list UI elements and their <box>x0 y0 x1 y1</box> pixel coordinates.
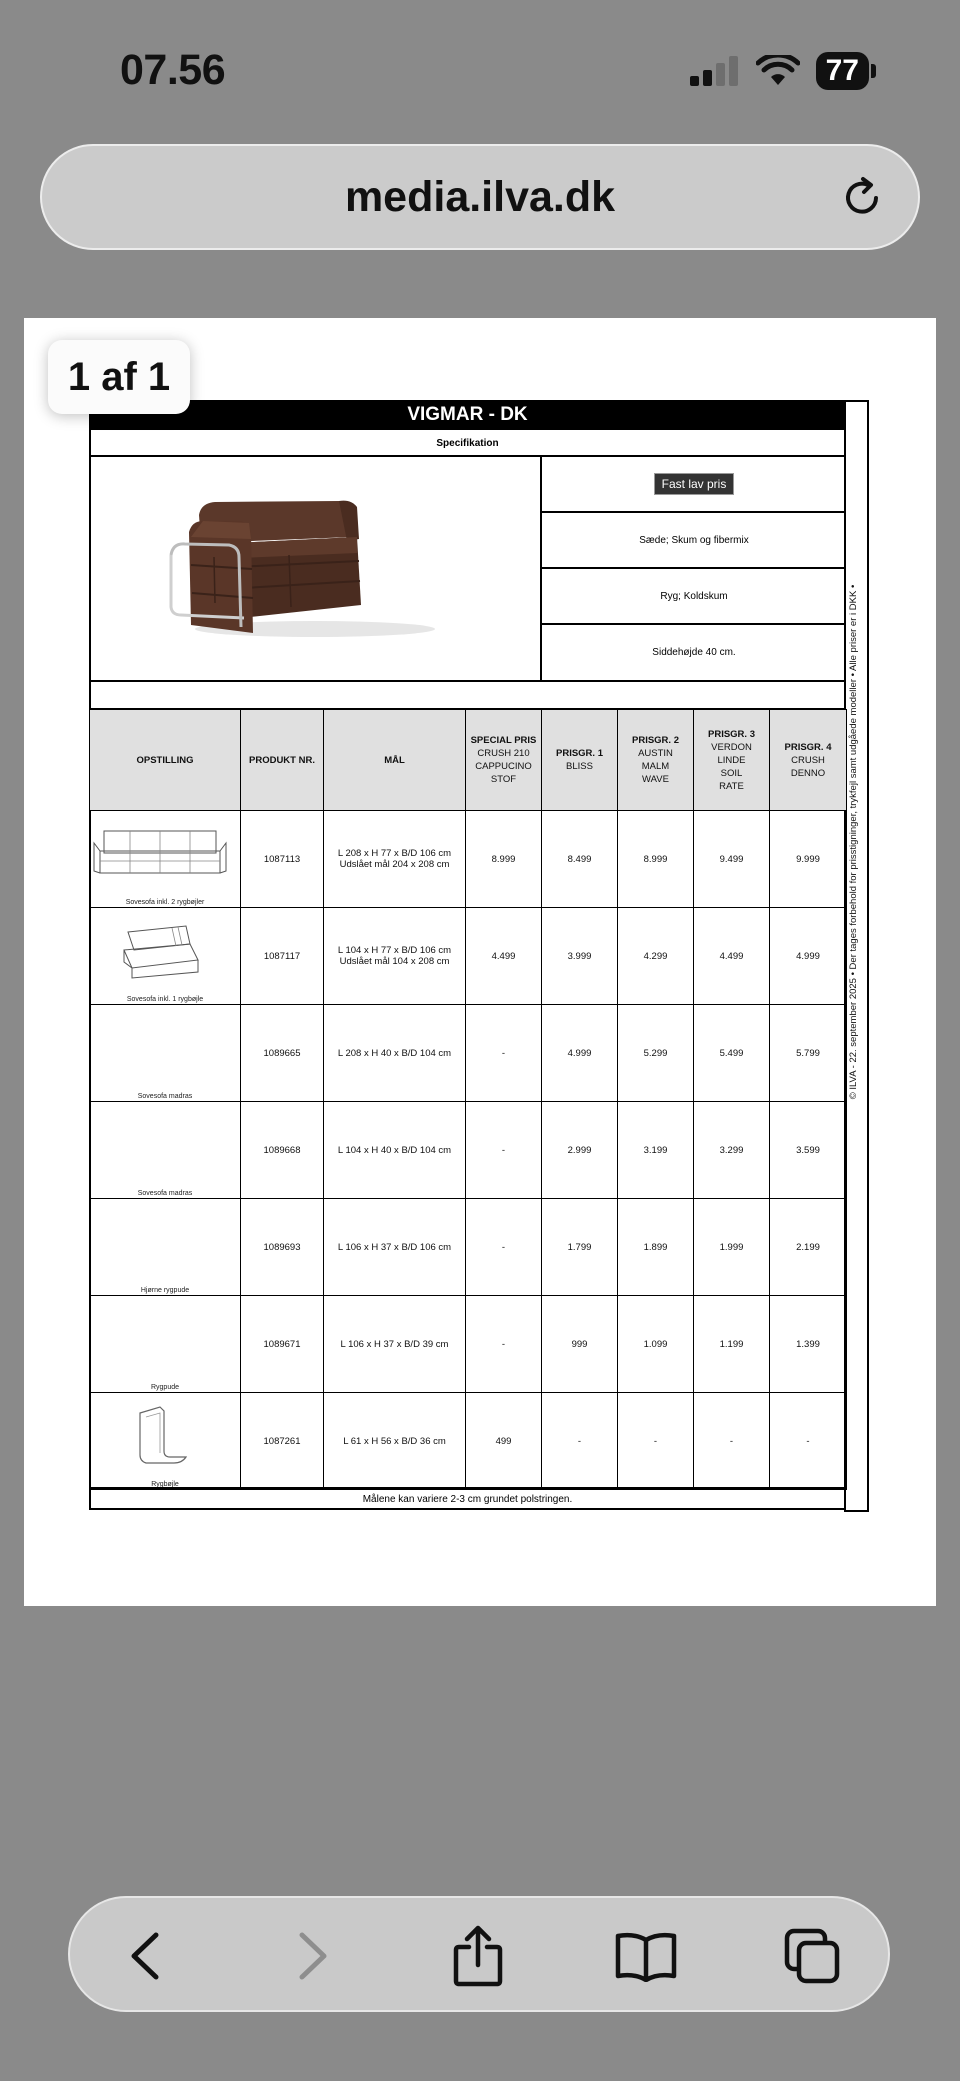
sofa-2-backs-drawing <box>90 823 230 879</box>
price-1: - <box>542 1393 618 1490</box>
bookmarks-button[interactable] <box>610 1920 682 1992</box>
price-3: - <box>694 1393 770 1490</box>
price-2: 5.299 <box>618 1005 694 1102</box>
special-price: 4.499 <box>466 908 542 1005</box>
back-frame-drawing <box>90 1405 230 1467</box>
produkt-nr: 1089671 <box>241 1296 324 1393</box>
price-1: 4.999 <box>542 1005 618 1102</box>
sofa-1-back-drawing <box>90 920 230 982</box>
special-price: - <box>466 1005 542 1102</box>
header-produkt: PRODUKT NR. <box>241 710 324 811</box>
doc-footer: Målene kan variere 2-3 cm grundet polstringen. <box>89 1487 846 1510</box>
chevron-right-icon <box>292 1931 332 1981</box>
tabs-button[interactable] <box>776 1920 848 1992</box>
price-2: 1.899 <box>618 1199 694 1296</box>
special-price: 499 <box>466 1393 542 1490</box>
opstilling-cell: Sovesofa inkl. 2 rygbøjler <box>90 811 241 908</box>
signal-icon <box>690 56 740 86</box>
price-4: 2.199 <box>770 1199 847 1296</box>
maal-cell: L 208 x H 77 x B/D 106 cm Udslået mål 204 x 208 cm <box>324 811 466 908</box>
special-price: - <box>466 1296 542 1393</box>
header-prisgr-2: PRISGR. 2 AUSTIN MALM WAVE <box>618 710 694 811</box>
bottom-toolbar <box>68 1896 890 2012</box>
price-4: 4.999 <box>770 908 847 1005</box>
table-row <box>90 811 847 908</box>
price-3: 5.499 <box>694 1005 770 1102</box>
sofa-image <box>89 457 538 678</box>
price-badge: Fast lav pris <box>654 473 735 495</box>
price-1: 999 <box>542 1296 618 1393</box>
opstilling-cell: Sovesofa madras <box>90 1102 241 1199</box>
price-3: 4.499 <box>694 908 770 1005</box>
price-4: - <box>770 1393 847 1490</box>
url-text[interactable]: media.ilva.dk <box>344 173 616 221</box>
price-1: 3.999 <box>542 908 618 1005</box>
share-icon <box>452 1925 504 1987</box>
reload-icon[interactable] <box>840 176 884 220</box>
forward-button[interactable] <box>276 1920 348 1992</box>
url-bar[interactable] <box>40 144 920 250</box>
produkt-nr: 1089693 <box>241 1199 324 1296</box>
feature-row: Siddehøjde 40 cm. <box>542 625 846 682</box>
header-special: SPECIAL PRIS CRUSH 210 CAPPUCINO STOF <box>466 710 542 811</box>
back-button[interactable] <box>110 1920 182 1992</box>
table-row <box>90 908 847 1005</box>
price-2: 3.199 <box>618 1102 694 1199</box>
price-4: 1.399 <box>770 1296 847 1393</box>
share-button[interactable] <box>442 1920 514 1992</box>
price-3: 3.299 <box>694 1102 770 1199</box>
header-prisgr-1: PRISGR. 1 BLISS <box>542 710 618 811</box>
maal-cell: L 104 x H 40 x B/D 104 cm <box>324 1102 466 1199</box>
product-image-cell <box>89 457 542 682</box>
price-table <box>89 709 847 1490</box>
special-price: 8.999 <box>466 811 542 908</box>
maal-cell: L 106 x H 37 x B/D 39 cm <box>324 1296 466 1393</box>
produkt-nr: 1089665 <box>241 1005 324 1102</box>
price-1: 2.999 <box>542 1102 618 1199</box>
status-time: 07.56 <box>120 46 226 94</box>
opstilling-cell: Sovesofa madras <box>90 1005 241 1102</box>
wifi-icon <box>756 55 800 87</box>
table-row <box>90 1005 847 1102</box>
produkt-nr: 1087113 <box>241 811 324 908</box>
side-note: © ILVA - 22. september 2025 • Der tages forbehold for prisstigninger, trykfejl samt udgåede modeller • Alle priser er i DKK • <box>848 584 859 1100</box>
battery-indicator: 77 <box>816 52 869 90</box>
opstilling-cell: Sovesofa inkl. 1 rygbøjle <box>90 908 241 1005</box>
table-row <box>90 1102 847 1199</box>
table-row <box>90 1393 847 1490</box>
table-row <box>90 1296 847 1393</box>
price-2: 8.999 <box>618 811 694 908</box>
maal-cell: L 106 x H 37 x B/D 106 cm <box>324 1199 466 1296</box>
price-2: 1.099 <box>618 1296 694 1393</box>
feature-row: Ryg; Koldskum <box>542 569 846 625</box>
maal-cell: L 61 x H 56 x B/D 36 cm <box>324 1393 466 1490</box>
doc-subtitle: Specifikation <box>89 430 846 457</box>
feature-row <box>542 457 846 513</box>
produkt-nr: 1087117 <box>241 908 324 1005</box>
produkt-nr: 1087261 <box>241 1393 324 1490</box>
header-maal: MÅL <box>324 710 466 811</box>
header-opstilling: OPSTILLING <box>90 710 241 811</box>
chevron-left-icon <box>126 1931 166 1981</box>
feature-row: Sæde; Skum og fibermix <box>542 513 846 569</box>
battery-cap <box>871 64 876 78</box>
price-3: 1.199 <box>694 1296 770 1393</box>
price-3: 9.499 <box>694 811 770 908</box>
price-4: 5.799 <box>770 1005 847 1102</box>
maal-cell: L 104 x H 77 x B/D 106 cm Udslået mål 104 x 208 cm <box>324 908 466 1005</box>
price-4: 3.599 <box>770 1102 847 1199</box>
tabs-icon <box>783 1927 841 1985</box>
special-price: - <box>466 1102 542 1199</box>
status-indicators <box>690 52 876 90</box>
header-prisgr-4: PRISGR. 4 CRUSH DENNO <box>770 710 847 811</box>
price-2: - <box>618 1393 694 1490</box>
price-2: 4.299 <box>618 908 694 1005</box>
special-price: - <box>466 1199 542 1296</box>
price-1: 1.799 <box>542 1199 618 1296</box>
table-row <box>90 1199 847 1296</box>
maal-cell: L 208 x H 40 x B/D 104 cm <box>324 1005 466 1102</box>
opstilling-cell: Rygbøjle <box>90 1393 241 1490</box>
side-column <box>844 400 869 1512</box>
book-icon <box>614 1930 678 1982</box>
opstilling-cell: Rygpude <box>90 1296 241 1393</box>
price-1: 8.499 <box>542 811 618 908</box>
header-prisgr-3: PRISGR. 3 VERDON LINDE SOIL RATE <box>694 710 770 811</box>
table-header <box>90 710 847 811</box>
produkt-nr: 1089668 <box>241 1102 324 1199</box>
doc-title: VIGMAR - DK <box>89 400 846 430</box>
page-indicator: 1 af 1 <box>48 340 190 414</box>
price-3: 1.999 <box>694 1199 770 1296</box>
price-4: 9.999 <box>770 811 847 908</box>
spacer-row <box>89 682 846 710</box>
opstilling-cell: Hjørne rygpude <box>90 1199 241 1296</box>
spec-sheet <box>89 400 869 1512</box>
